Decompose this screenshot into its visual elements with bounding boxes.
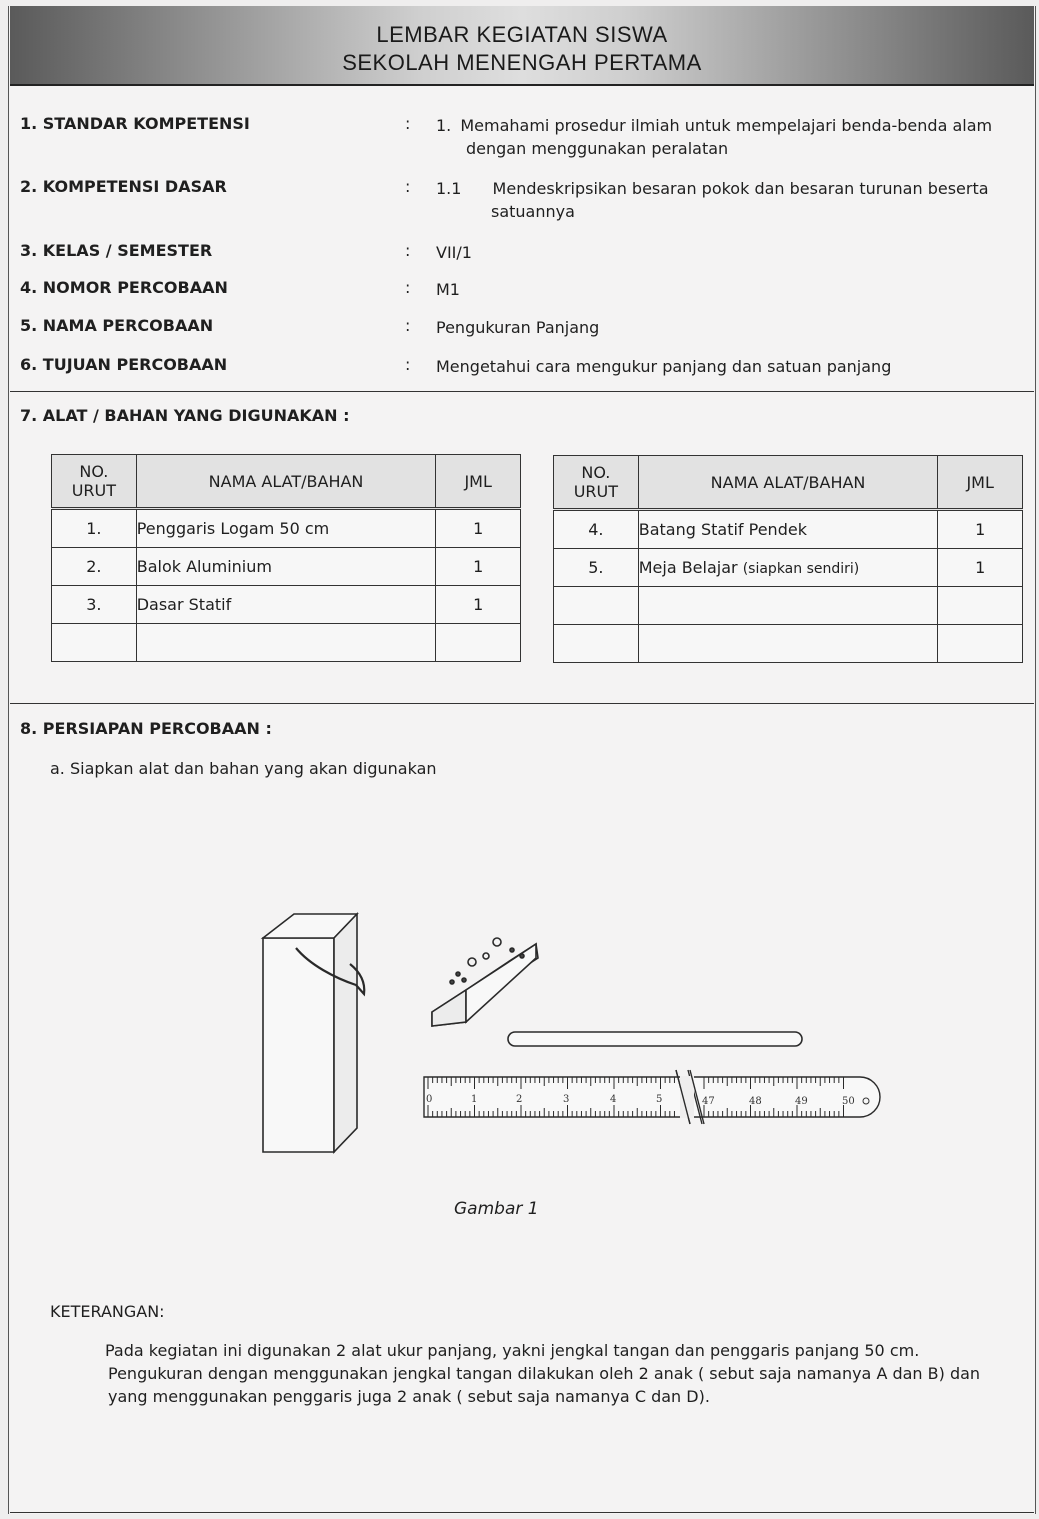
info-value: M1: [436, 280, 460, 299]
cell-no: 4.: [554, 510, 639, 549]
col-header-no: [52, 455, 137, 509]
ruler-label: 2: [516, 1094, 523, 1105]
cell-qty: 1: [436, 586, 521, 624]
table-row: [554, 510, 1023, 549]
section-divider: [10, 703, 1034, 704]
ruler-label: 49: [795, 1096, 808, 1107]
statif-rod-drawing: [508, 1032, 802, 1046]
cell-name: Penggaris Logam 50 cm: [136, 509, 436, 548]
cell-empty: [638, 587, 938, 625]
ruler-label: 3: [563, 1094, 570, 1105]
col-header-no-line2: URUT: [71, 481, 117, 500]
materials-table-left: [51, 454, 521, 662]
table-row: [52, 509, 521, 548]
cell-name-note: (siapkan sendiri): [742, 561, 860, 577]
keterangan-line: Pada kegiatan ini digunakan 2 alat ukur panjang, yakni jengkal tangan dan penggaris panjang 50 cm.: [105, 1341, 920, 1360]
info-row-nama-percobaan: [0, 316, 1039, 340]
cell-qty: 1: [436, 548, 521, 586]
cell-name: [638, 549, 938, 587]
step-a-text: a. Siapkan alat dan bahan yang akan digunakan: [50, 759, 437, 778]
col-header-no-line2: URUT: [573, 482, 619, 501]
table-row-empty: [52, 624, 521, 662]
page-header: [10, 6, 1034, 86]
info-value-text-cont: dengan menggunakan peralatan: [466, 139, 729, 158]
cell-qty: 1: [938, 510, 1023, 549]
cell-empty: [436, 624, 521, 662]
table-row: [52, 548, 521, 586]
info-value-text: Memahami prosedur ilmiah untuk mempelajari benda-benda alam: [460, 116, 993, 135]
section-divider: [10, 391, 1034, 392]
info-value-text-cont: satuannya: [491, 202, 575, 221]
table-row: [554, 549, 1023, 587]
info-row-kompetensi-dasar: [0, 177, 1039, 225]
info-value-number: 1.1: [436, 179, 462, 198]
ruler-label: 50: [842, 1096, 855, 1107]
info-label: 6. TUJUAN PERCOBAAN: [20, 355, 228, 374]
col-header-no: [554, 456, 639, 510]
keterangan-body: [105, 1339, 1025, 1408]
cell-empty: [136, 624, 436, 662]
ruler-label: 4: [610, 1094, 617, 1105]
cell-no: 1.: [52, 509, 137, 548]
section8-title: 8. PERSIAPAN PERCOBAAN :: [20, 719, 272, 738]
info-value: [436, 177, 1026, 223]
info-colon: :: [405, 316, 411, 335]
info-label: 2. KOMPETENSI DASAR: [20, 177, 227, 196]
info-value: [436, 114, 1026, 160]
info-row-nomor-percobaan: [0, 278, 1039, 302]
info-row-kelas-semester: [0, 241, 1039, 265]
section7-title: 7. ALAT / BAHAN YANG DIGUNAKAN :: [20, 406, 350, 425]
ruler-label: 47: [702, 1096, 715, 1107]
keterangan-line: yang menggunakan penggaris juga 2 anak ( sebut saja namanya C dan D).: [108, 1387, 710, 1406]
cell-name: Balok Aluminium: [136, 548, 436, 586]
ruler-label: 0: [426, 1094, 433, 1105]
col-header-name: NAMA ALAT/BAHAN: [136, 455, 436, 509]
cell-no: 5.: [554, 549, 639, 587]
cell-empty: [938, 587, 1023, 625]
info-value: VII/1: [436, 243, 472, 262]
cell-qty: 1: [436, 509, 521, 548]
ruler-label: 1: [471, 1094, 478, 1105]
col-header-no-line1: NO.: [581, 463, 611, 482]
cell-name: Dasar Statif: [136, 586, 436, 624]
cell-empty: [554, 625, 639, 663]
info-label: 1. STANDAR KOMPETENSI: [20, 114, 250, 133]
cell-empty: [554, 587, 639, 625]
statif-base-drawing: [432, 938, 538, 1026]
keterangan-line: Pengukuran dengan menggunakan jengkal tangan dilakukan oleh 2 anak ( sebut saja namanya A dan B) dan: [108, 1364, 981, 1383]
info-label: 4. NOMOR PERCOBAAN: [20, 278, 228, 297]
table-row-empty: [554, 587, 1023, 625]
info-label: 3. KELAS / SEMESTER: [20, 241, 213, 260]
info-value-number: 1.: [436, 116, 452, 135]
table-row-empty: [554, 625, 1023, 663]
info-value: Mengetahui cara mengukur panjang dan satuan panjang: [436, 357, 892, 376]
ruler-label: 48: [749, 1096, 762, 1107]
equipment-illustration: [0, 890, 1039, 1170]
cell-no: 2.: [52, 548, 137, 586]
info-value-text: Mendeskripsikan besaran pokok dan besaran turunan beserta: [492, 179, 989, 198]
col-header-qty: JML: [938, 456, 1023, 510]
col-header-name: NAMA ALAT/BAHAN: [638, 456, 938, 510]
info-value: Pengukuran Panjang: [436, 318, 600, 337]
page-bottom-border: [10, 1512, 1034, 1513]
cell-empty: [938, 625, 1023, 663]
info-colon: :: [405, 355, 411, 374]
info-colon: :: [405, 114, 411, 133]
cell-name-text: Meja Belajar: [638, 558, 738, 577]
ruler-drawing: [424, 1070, 880, 1124]
keterangan-title: KETERANGAN:: [50, 1302, 165, 1321]
info-colon: :: [405, 278, 411, 297]
info-colon: :: [405, 241, 411, 260]
header-title-line2: SEKOLAH MENENGAH PERTAMA: [342, 50, 702, 75]
cell-no: 3.: [52, 586, 137, 624]
info-row-standar-kompetensi: [0, 114, 1039, 162]
figure-caption: Gambar 1: [454, 1199, 539, 1219]
cell-empty: [638, 625, 938, 663]
table-row: [52, 586, 521, 624]
table-header-row: [554, 456, 1023, 510]
col-header-no-line1: NO.: [79, 462, 109, 481]
info-colon: :: [405, 177, 411, 196]
info-label: 5. NAMA PERCOBAAN: [20, 316, 214, 335]
cell-name: Batang Statif Pendek: [638, 510, 938, 549]
header-title-line1: LEMBAR KEGIATAN SISWA: [376, 22, 668, 47]
info-row-tujuan-percobaan: [0, 355, 1039, 379]
col-header-qty: JML: [436, 455, 521, 509]
cell-empty: [52, 624, 137, 662]
materials-table-right: [553, 455, 1023, 663]
aluminium-block-drawing: [263, 914, 364, 1152]
table-header-row: [52, 455, 521, 509]
ruler-label: 5: [656, 1094, 663, 1105]
cell-qty: 1: [938, 549, 1023, 587]
